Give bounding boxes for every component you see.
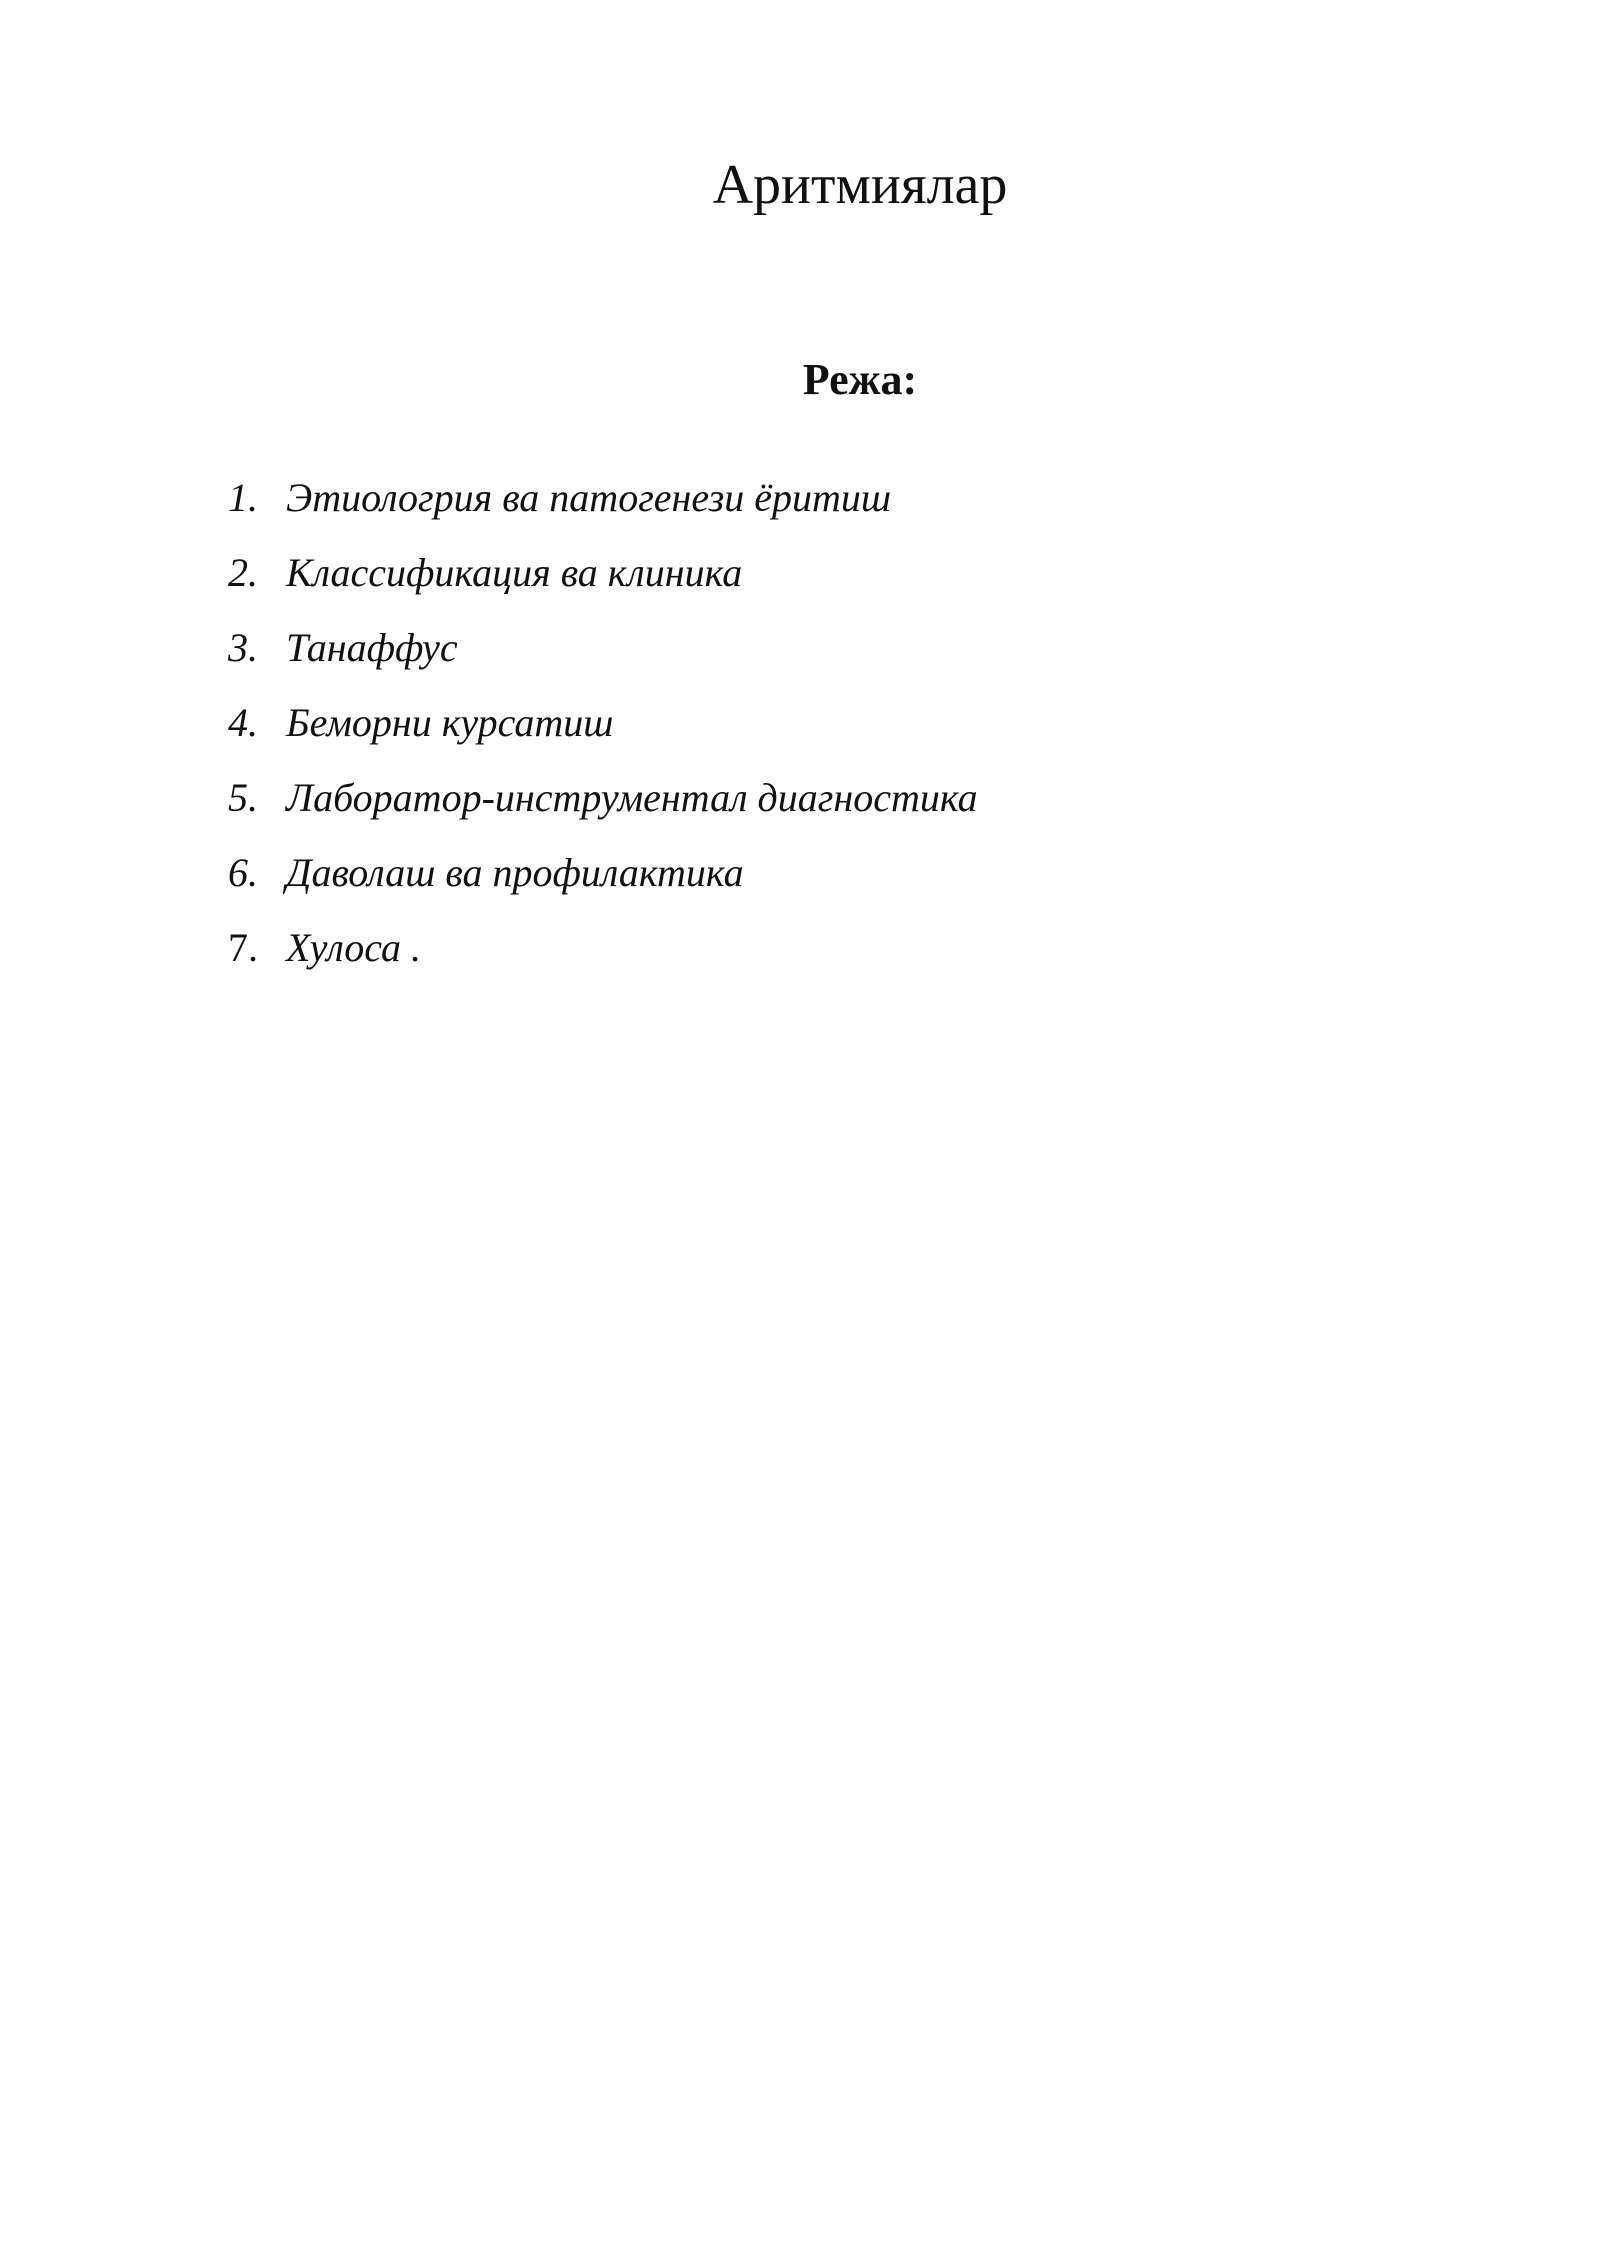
list-item: [228, 620, 978, 695]
list-item: [228, 545, 978, 620]
list-item-text: Лаборатор-инструментал диагностика: [286, 775, 978, 820]
list-item-number: 5.: [228, 775, 258, 820]
list-item-text: Беморни курсатиш: [286, 700, 614, 745]
document-title: Аритмиялар: [712, 154, 1008, 216]
plan-heading: Режа:: [802, 355, 918, 404]
list-item-number: 2.: [228, 550, 258, 595]
list-item-text: Классификация ва клиника: [286, 550, 743, 595]
list-item: [228, 470, 978, 545]
list-item-text: Танаффус: [286, 625, 458, 670]
list-item-number: 6.: [228, 850, 258, 895]
list-item-number: 1.: [228, 475, 258, 520]
list-item-number: 4.: [228, 700, 258, 745]
list-item-text: Этиологрия ва патогенези ёритиш: [286, 475, 892, 520]
list-item: [228, 695, 978, 770]
list-item-number: 7.: [228, 925, 258, 970]
plan-list: [228, 470, 978, 995]
list-item: [228, 845, 978, 920]
list-item: [228, 770, 978, 845]
list-item-text: Даволаш ва профилактика: [286, 850, 744, 895]
list-item-number: 3.: [228, 625, 258, 670]
list-item-text: Хулоса .: [286, 925, 421, 970]
list-item: [228, 920, 978, 995]
